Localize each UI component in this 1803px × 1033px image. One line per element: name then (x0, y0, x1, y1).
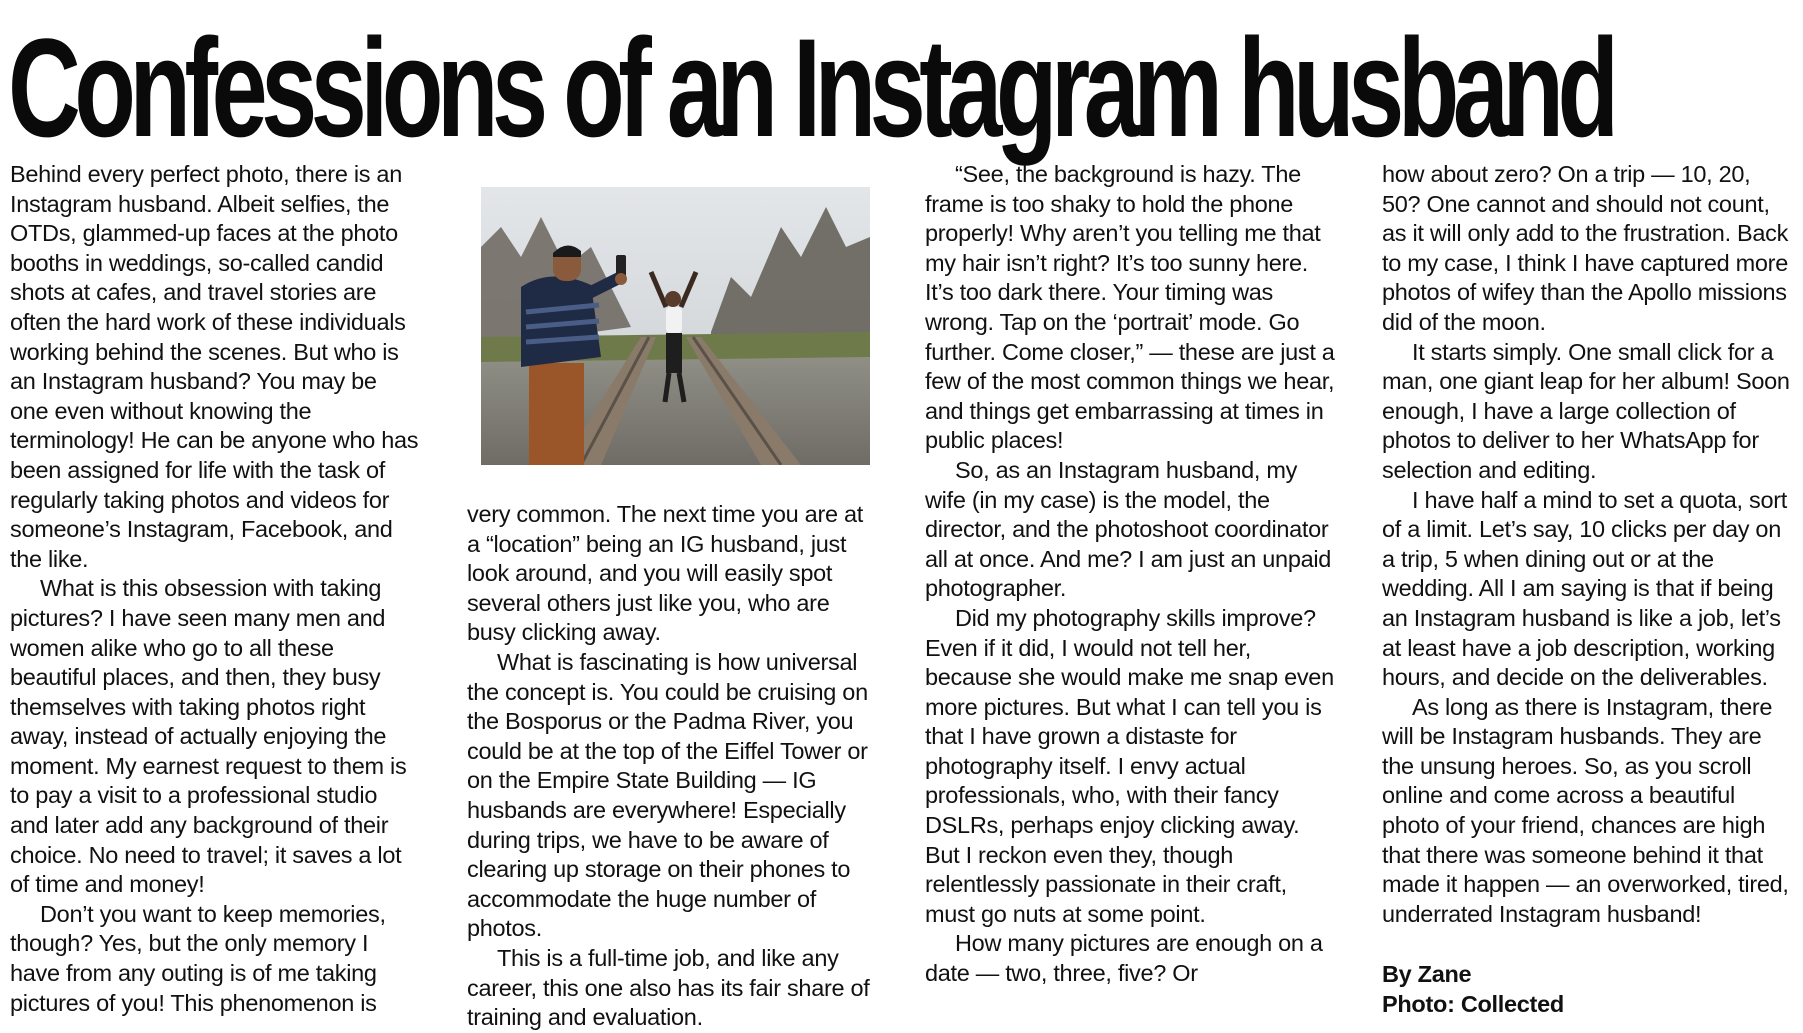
byline (1382, 959, 1792, 1019)
paragraph: What is this obsession with taking pictures? I have seen many men and women alike who go to all these beautiful places, and then, they busy themselves with taking photos right away, instead of actually enjoying the moment. My earnest request to them is to pay a visit to a professional studio and later add any background of their choice. No need to travel; it saves a lot of time and money! (10, 575, 407, 898)
author-credit: By Zane (1382, 961, 1472, 988)
article-column-1 (10, 160, 420, 1018)
article-column-4 (1382, 160, 1792, 1019)
paragraph: As long as there is Instagram, there will be Instagram husbands. They are the unsung heroes. So, as you scroll online and come across a beautiful photo of your friend, chances are high that there was someone behind it that made it happen — an overworked, tired, underrated Instagram husband! (1382, 693, 1789, 927)
paragraph: I have half a mind to set a quota, sort of a limit. Let’s say, 10 clicks per day on a trip, 5 when dining out or at the wedding. All I am saying is that if being an Instagram husband is like a job, let’s at least have a job description, working hours, and decide on the deliverables. (1382, 486, 1787, 691)
paragraph: “See, the background is hazy. The frame is too shaky to hold the phone properly! Why aren’t you telling me that my hair isn’t right? It’s too sunny here. It’s too dark there. Your timing was wrong. Tap on the ‘portrait’ mode. Go further. Come closer,” — these are just a few of the most common things we hear, and things get embarrassing at times in public places! (925, 161, 1335, 454)
paragraph: how about zero? On a trip — 10, 20, 50? One cannot and should not count, as it will only add to the frustration. Back to my case, I think I have captured more photos of wifey than the Apollo missions did of the moon. (1382, 161, 1789, 335)
paragraph: Behind every perfect photo, there is an Instagram husband. Albeit selfies, the OTDs, glammed-up faces at the photo booths in weddings, so-called candid shots at cafes, and travel stories are often the hard work of these individuals working behind the scenes. But who is an Instagram husband? You may be one even without knowing the terminology! He can be anyone who has been assigned for life with the task of regularly taking photos and videos for someone’s Instagram, Facebook, and the like. (10, 161, 419, 572)
article-photo (481, 187, 870, 465)
article-column-3 (925, 160, 1335, 989)
paragraph: This is a full-time job, and like any career, this one also has its fair share of training and evaluation. (467, 944, 870, 1031)
paragraph: very common. The next time you are at a “location” being an IG husband, just look around, and you will easily spot several others just like you, who are busy clicking away. (467, 501, 863, 646)
paragraph: It starts simply. One small click for a man, one giant leap for her album! Soon enough, I have a large collection of photos to deliver to her WhatsApp for selection and editing. (1382, 338, 1790, 483)
paragraph: What is fascinating is how universal the concept is. You could be cruising on the Bosporus or the Padma River, you could be at the top of the Eiffel Tower or on the Empire State Building — IG husbands are everywhere! Especially during trips, we have to be aware of clearing up storage on their phones to accommodate the huge number of photos. (467, 648, 868, 942)
photo-credit: Photo: Collected (1382, 991, 1564, 1018)
article-column-2 (467, 500, 877, 1033)
photo-illustration (481, 187, 870, 465)
paragraph: Did my photography skills improve? Even if it did, I would not tell her, because she would make me snap even more pictures. But what I can tell you is that I have grown a distaste for photography itself. I envy actual professionals, who, with their fancy DSLRs, perhaps enjoy clicking away. But I reckon even they, though relentlessly passionate in their craft, must go nuts at some point. (925, 604, 1334, 927)
paragraph: Don’t you want to keep memories, though? Yes, but the only memory I have from any outing is of me taking pictures of you! This phenomenon is (10, 900, 386, 1016)
paragraph: How many pictures are enough on a date — two, three, five? Or (925, 930, 1323, 987)
headline: Confessions of an Instagram husband (8, 9, 1613, 166)
paragraph: So, as an Instagram husband, my wife (in my case) is the model, the director, and the photoshoot coordinator all at once. And me? I am just an unpaid photographer. (925, 456, 1332, 602)
